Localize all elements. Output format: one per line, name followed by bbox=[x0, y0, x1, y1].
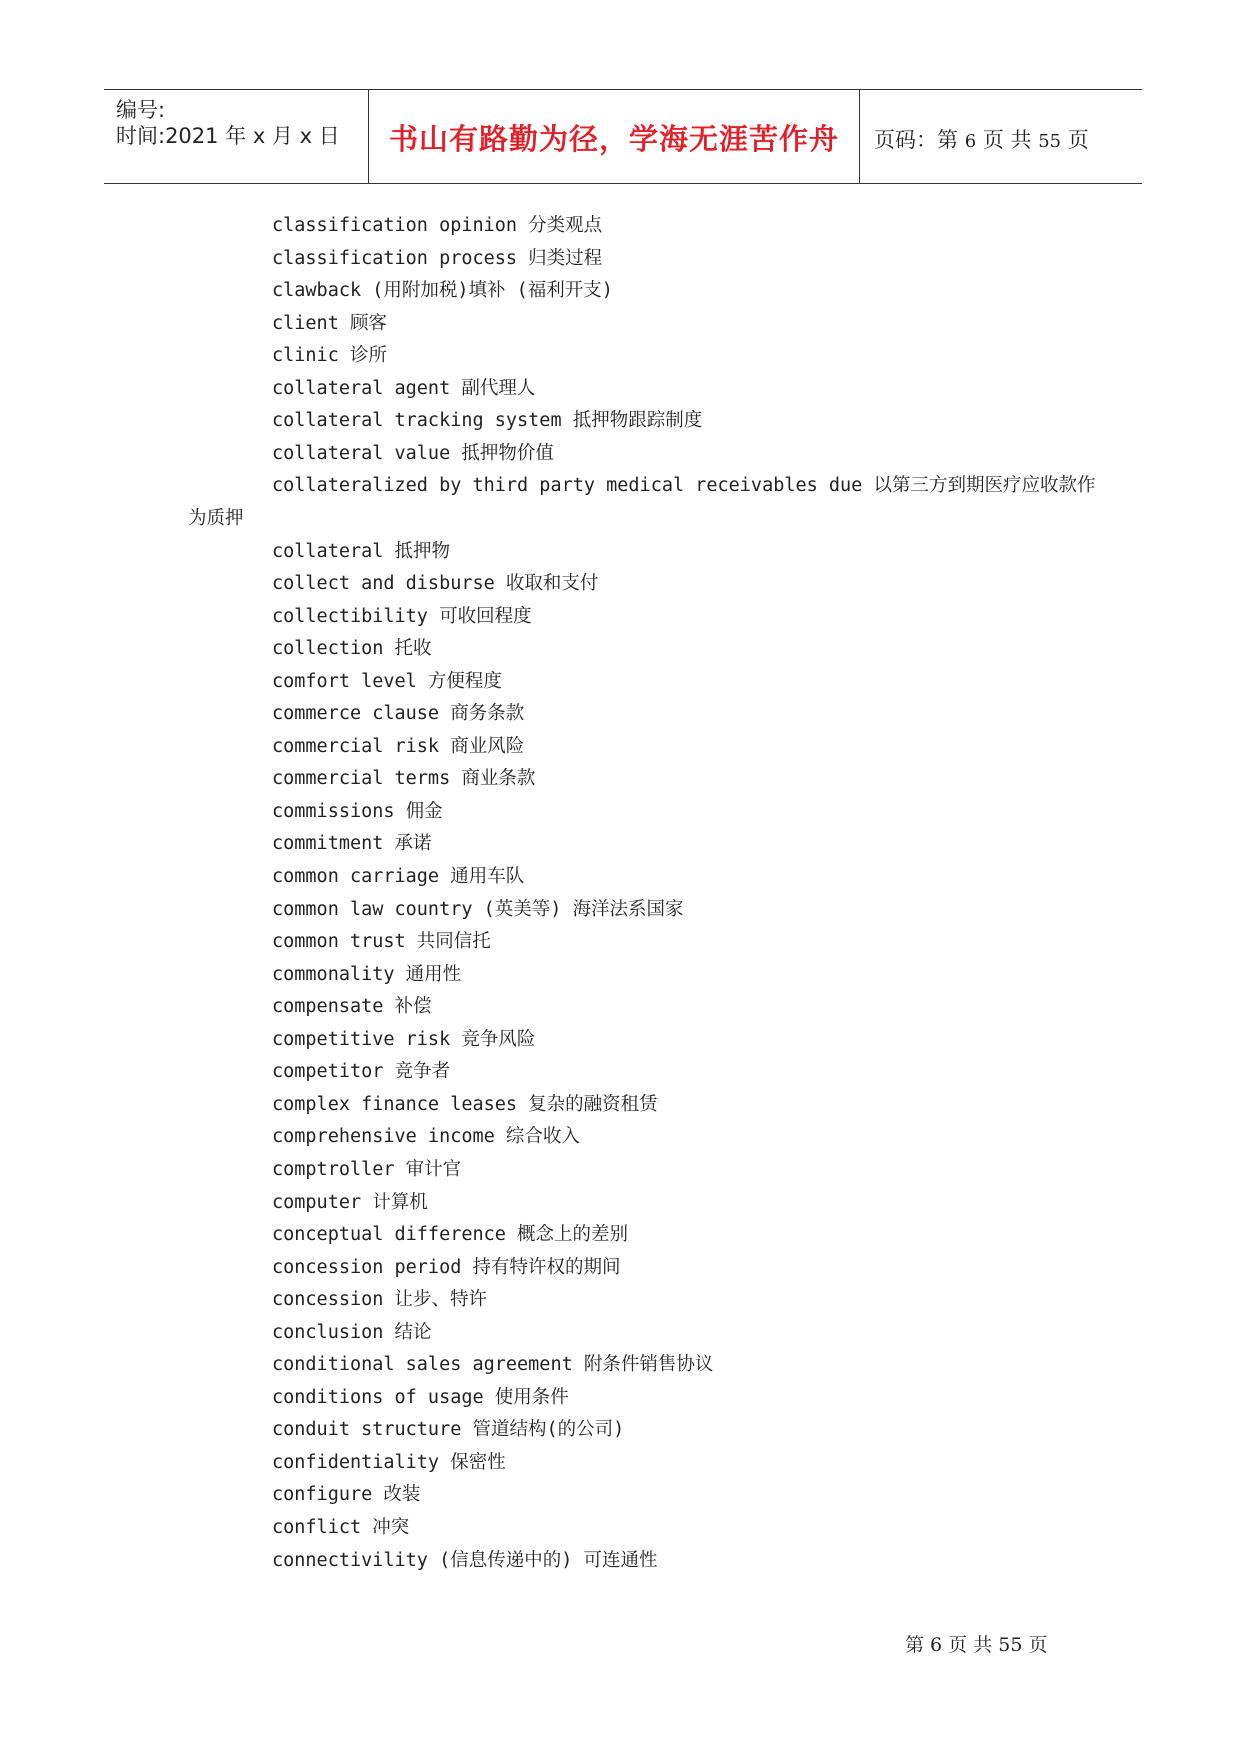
glossary-entry: complex finance leases 复杂的融资租赁 bbox=[272, 1093, 658, 1115]
page-header bbox=[104, 89, 1142, 184]
glossary-entry: configure 改装 bbox=[272, 1484, 421, 1506]
glossary-entry: collateral tracking system 抵押物跟踪制度 bbox=[272, 410, 703, 432]
glossary-entry: client 顾客 bbox=[272, 312, 387, 334]
glossary-entry: commonality 通用性 bbox=[272, 963, 462, 985]
glossary-entry: collection 托收 bbox=[272, 638, 432, 660]
glossary-entry: collateral value 抵押物价值 bbox=[272, 442, 554, 464]
page-prefix: 页码：第 bbox=[874, 128, 958, 152]
glossary-entry: confidentiality 保密性 bbox=[272, 1451, 506, 1473]
glossary-entry: concession 让步、特许 bbox=[272, 1289, 488, 1311]
glossary-entry: collectibility 可收回程度 bbox=[272, 605, 532, 627]
glossary-entry: common trust 共同信托 bbox=[272, 931, 491, 953]
document-time-label: 时间:2021 年 x 月 x 日 bbox=[116, 124, 340, 148]
page-footer: 第 6 页 共 55 页 bbox=[905, 1634, 1048, 1656]
glossary-entry: commitment 承诺 bbox=[272, 833, 432, 855]
glossary-entry: compensate 补偿 bbox=[272, 996, 432, 1018]
glossary-entry: competitive risk 竞争风险 bbox=[272, 1028, 536, 1050]
glossary-entry: clawback (用附加税)填补 (福利开支) bbox=[272, 280, 613, 302]
glossary-entry: connectivility (信息传递中的) 可连通性 bbox=[272, 1549, 658, 1571]
glossary-entry: clinic 诊所 bbox=[272, 345, 387, 367]
page-suffix: 页 bbox=[1067, 128, 1089, 152]
glossary-entry: computer 计算机 bbox=[272, 1191, 428, 1213]
glossary-entry: collateral 抵押物 bbox=[272, 540, 451, 562]
glossary-entry: collateral agent 副代理人 bbox=[272, 377, 536, 399]
header-motto: 书山有路勤为径，学海无涯苦作舟 bbox=[388, 122, 839, 156]
page-mid: 页 共 bbox=[982, 128, 1032, 152]
glossary-entry: concession period 持有特许权的期间 bbox=[272, 1256, 621, 1278]
glossary-entry: comfort level 方便程度 bbox=[272, 670, 502, 692]
glossary-entry: conditional sales agreement 附条件销售协议 bbox=[272, 1354, 714, 1376]
glossary-entry: comptroller 审计官 bbox=[272, 1158, 462, 1180]
page-current: 6 bbox=[964, 131, 977, 152]
glossary-entry: commerce clause 商务条款 bbox=[272, 703, 525, 725]
header-page-cell bbox=[858, 90, 1142, 183]
glossary-entry: common carriage 通用车队 bbox=[272, 866, 525, 887]
glossary-entry: comprehensive income 综合收入 bbox=[272, 1126, 580, 1148]
glossary-entry: conceptual difference 概念上的差别 bbox=[272, 1224, 629, 1246]
glossary-entry: classification opinion 分类观点 bbox=[272, 215, 603, 236]
glossary-entry: commissions 佣金 bbox=[272, 800, 443, 822]
glossary-entry: conclusion 结论 bbox=[272, 1321, 432, 1343]
glossary-entry: 为质押 bbox=[188, 507, 244, 529]
glossary-entry: conduit structure 管道结构(的公司) bbox=[272, 1419, 625, 1441]
header-info-cell bbox=[104, 90, 368, 183]
glossary-entry: collateralized by third party medical receivables due 以第三方到期医疗应收款作 bbox=[272, 475, 1096, 497]
glossary-entry: conditions of usage 使用条件 bbox=[272, 1386, 569, 1408]
glossary-entry: classification process 归类过程 bbox=[272, 247, 603, 269]
glossary-entry: common law country (英美等) 海洋法系国家 bbox=[272, 898, 684, 920]
header-motto-cell bbox=[368, 90, 860, 183]
glossary-entry: competitor 竞争者 bbox=[272, 1061, 451, 1083]
glossary-entry: conflict 冲突 bbox=[272, 1517, 410, 1538]
glossary-entry: collect and disburse 收取和支付 bbox=[272, 573, 599, 595]
glossary-entry: commercial terms 商业条款 bbox=[272, 768, 536, 790]
glossary-entry: commercial risk 商业风险 bbox=[272, 735, 525, 757]
header-page-number bbox=[874, 124, 1089, 154]
page-total: 55 bbox=[1038, 131, 1062, 152]
document-number-label: 编号: bbox=[116, 98, 166, 122]
